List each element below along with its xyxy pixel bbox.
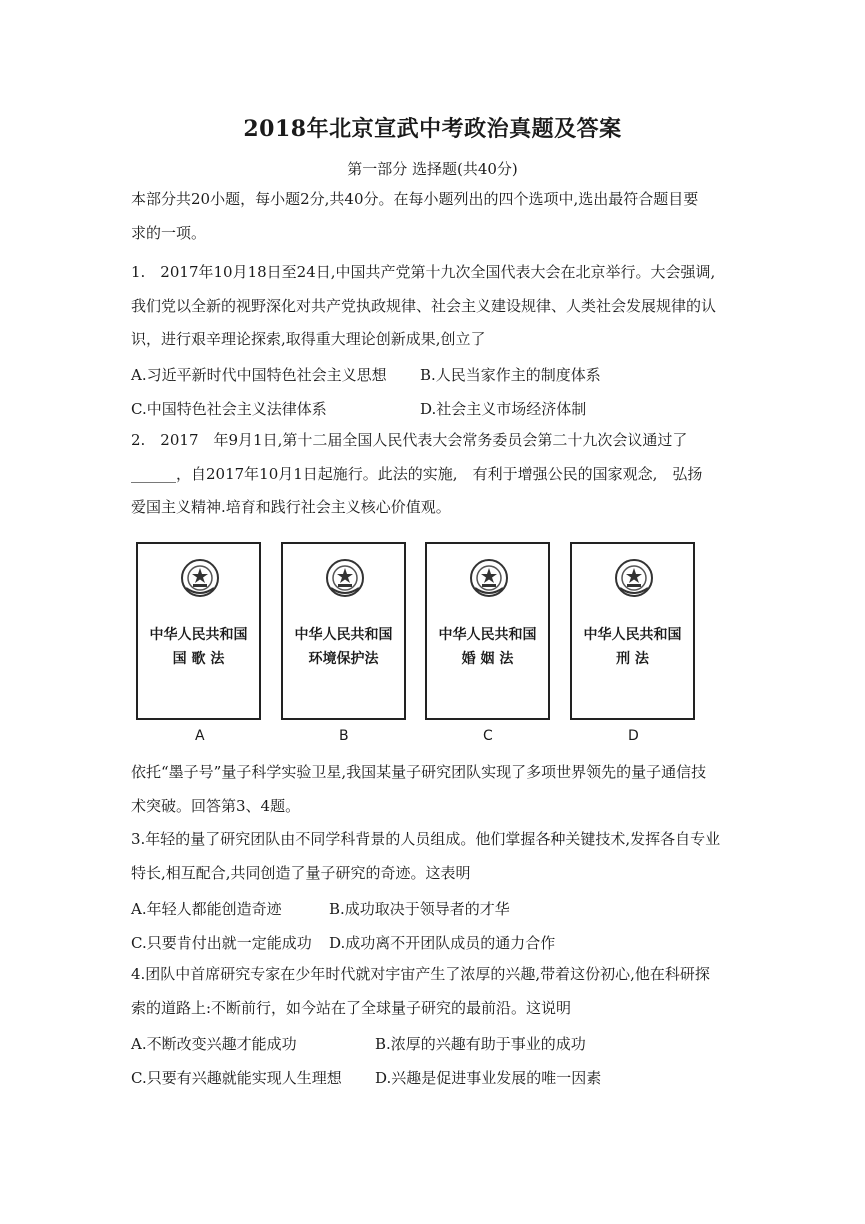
book-title-line-2: 环境保护法 xyxy=(308,651,379,667)
question-1-options-row-1 xyxy=(131,364,751,397)
national-emblem-icon xyxy=(180,558,220,598)
book-label-b: B xyxy=(339,728,349,744)
book-title-line-2: 刑 法 xyxy=(616,651,649,667)
text-line: ______，自2017年10月1日起施行。此法的实施, 有利于增强公民的国家观念, 弘扬 xyxy=(131,464,703,483)
book-cover-a xyxy=(136,542,261,720)
book-cover-c xyxy=(425,542,550,720)
document-title: 2018年北京宣武中考政治真题及答案 xyxy=(243,116,622,142)
text-line: 4.团队中首席研究专家在少年时代就对宇宙产生了浓厚的兴趣,带着这份初心,他在科研探 xyxy=(131,965,710,983)
text-line: 索的道路上:不断前行，如今站在了全球量子研究的最前沿。这说明 xyxy=(131,998,572,1017)
question-4-options-row-2 xyxy=(131,1067,751,1100)
text-line: 2. 2017 年9月1日,第十二届全国人民代表大会常务委员会第二十九次会议通过了 xyxy=(131,431,688,449)
option-d: D.兴趣是促进事业发展的唯一因素 xyxy=(375,1069,602,1087)
question-4-options-row-1 xyxy=(131,1033,751,1066)
question-3-4-context xyxy=(131,756,731,823)
book-title-line-1: 中华人民共和国 xyxy=(583,627,682,643)
option-b: B.人民当家作主的制度体系 xyxy=(420,366,601,384)
text-line: 本部分共20小题，每小题2分,共40分。在每小题列出的四个选项中,选出最符合题目要 xyxy=(131,190,699,208)
option-d: D.社会主义市场经济体制 xyxy=(420,400,587,418)
national-emblem-icon xyxy=(325,558,365,598)
book-title-line-2: 婚 姻 法 xyxy=(461,651,514,667)
question-2-stem xyxy=(131,424,731,525)
text-line: 依托“墨子号”量子科学实验卫星,我国某量子研究团队实现了多项世界领先的量子通信技 xyxy=(131,763,707,781)
book-label-d: D xyxy=(628,728,639,744)
text-line: 爱国主义精神.培育和践行社会主义核心价值观。 xyxy=(131,498,451,516)
option-c: C.只要肯付出就一定能成功 xyxy=(131,934,312,952)
question-4-stem xyxy=(131,958,731,1025)
question-1-stem xyxy=(131,256,731,357)
book-cover-d xyxy=(570,542,695,720)
section-heading: 第一部分 选择题(共40分) xyxy=(347,160,518,178)
option-c: C.只要有兴趣就能实现人生理想 xyxy=(131,1069,342,1087)
book-label-a: A xyxy=(195,728,205,744)
book-cover-b xyxy=(281,542,406,720)
option-c: C.中国特色社会主义法律体系 xyxy=(131,400,327,418)
text-line: 求的一项。 xyxy=(131,223,207,242)
book-title-line-2: 国 歌 法 xyxy=(172,651,225,667)
text-line: 术突破。回答第3、4题。 xyxy=(131,796,301,815)
option-a: A.年轻人都能创造奇迹 xyxy=(131,900,282,918)
text-line: 特长,相互配合,共同创造了量子研究的奇迹。这表明 xyxy=(131,863,471,882)
option-b: B.浓厚的兴趣有助于事业的成功 xyxy=(375,1035,586,1053)
text-line: 我们党以全新的视野深化对共产党执政规律、社会主义建设规律、人类社会发展规律的认 xyxy=(131,296,717,315)
text-line: 识，进行艰辛理论探索,取得重大理论创新成果,创立了 xyxy=(131,330,486,348)
book-title-line-1: 中华人民共和国 xyxy=(294,627,393,643)
text-line: 3.年轻的量了研究团队由不同学科背景的人员组成。他们掌握各种关键技术,发挥各自专业 xyxy=(131,830,721,848)
book-title-line-1: 中华人民共和国 xyxy=(149,627,248,643)
option-a: A.习近平新时代中国特色社会主义思想 xyxy=(131,366,387,384)
book-label-c: C xyxy=(483,728,493,744)
question-3-stem xyxy=(131,823,731,890)
book-title-line-1: 中华人民共和国 xyxy=(438,627,537,643)
national-emblem-icon xyxy=(469,558,509,598)
option-d: D.成功离不开团队成员的通力合作 xyxy=(329,934,556,952)
question-3-options-row-1 xyxy=(131,898,751,931)
national-emblem-icon xyxy=(614,558,654,598)
option-a: A.不断改变兴趣才能成功 xyxy=(131,1035,297,1053)
section-instructions xyxy=(131,183,731,250)
option-b: B.成功取决于领导者的才华 xyxy=(329,900,510,918)
text-line: 1. 2017年10月18日至24日,中国共产党第十九次全国代表大会在北京举行。大会强调, xyxy=(131,263,716,281)
